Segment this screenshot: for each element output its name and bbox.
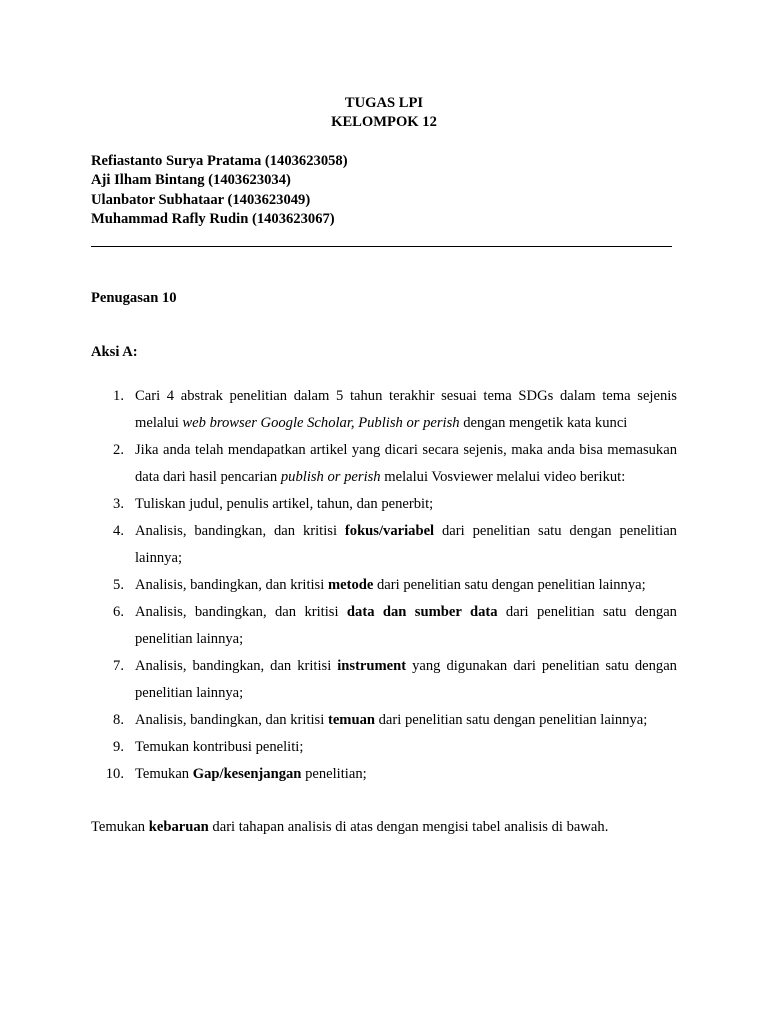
emphasis-bold: instrument: [337, 658, 407, 674]
text-run: Temukan kontribusi peneliti;: [135, 739, 304, 755]
list-item: [91, 383, 677, 437]
member-list: [91, 152, 348, 229]
list-item-text: [135, 496, 433, 512]
list-item: [91, 572, 677, 599]
text-run: Cari 4 abstrak penelitian dalam 5 tahun terakhir sesuai tema SDGs dalam tema sejenis melalui: [135, 388, 677, 431]
list-item-text: [135, 523, 677, 566]
emphasis-bold: metode: [327, 577, 374, 593]
member-name: Muhammad Rafly Rudin (1403623067): [91, 210, 335, 227]
emphasis-bold: data dan sumber data: [346, 604, 498, 620]
list-number: 10.: [105, 766, 124, 782]
list-number: 7.: [113, 658, 124, 674]
emphasis-italic: web browser Google Scholar, Publish or perish: [182, 415, 460, 431]
text-run: yang digunakan dari penelitian satu dengan penelitian lainnya;: [135, 658, 677, 701]
list-item-text: [135, 712, 647, 728]
emphasis-italic: publish or perish: [280, 469, 381, 485]
text-run: dari tahapan analisis di atas dengan mengisi tabel analisis di bawah.: [208, 819, 609, 835]
text-run: dari penelitian satu dengan penelitian lainnya;: [135, 604, 677, 647]
text-run: dari penelitian satu dengan penelitian lainnya;: [374, 712, 648, 728]
list-item: [91, 437, 677, 491]
list-item: [91, 707, 677, 734]
list-item: [91, 518, 677, 572]
text-run: Jika anda telah mendapatkan artikel yang dicari secara sejenis, maka anda bisa memasukan data dari hasil pencarian: [135, 442, 677, 485]
text-run: Tuliskan judul, penulis artikel, tahun, dan penerbit;: [135, 496, 434, 512]
list-item: [91, 491, 677, 518]
assignment-heading: Penugasan 10: [91, 290, 177, 306]
list-number: 6.: [113, 604, 124, 620]
list-item: [91, 599, 677, 653]
list-item-text: [135, 658, 677, 701]
list-number: 2.: [113, 442, 124, 458]
document-title: TUGAS LPI: [344, 95, 424, 111]
action-heading: Aksi A:: [91, 344, 138, 360]
list-item: [91, 761, 677, 788]
list-number: 8.: [113, 712, 124, 728]
list-number: 9.: [113, 739, 124, 755]
list-item-text: [135, 739, 303, 755]
list-number: 3.: [113, 496, 124, 512]
member-name: Aji Ilham Bintang (1403623034): [91, 172, 291, 189]
text-run: penelitian;: [301, 766, 367, 782]
list-item-text: [135, 442, 677, 485]
text-run: Analisis, bandingkan, dan kritisi: [135, 712, 328, 728]
list-item-text: [135, 577, 646, 593]
closing-paragraph: [91, 814, 677, 841]
emphasis-bold: Gap/kesenjangan: [192, 766, 302, 782]
task-list: [91, 383, 677, 788]
emphasis-bold: temuan: [327, 712, 375, 728]
text-run: dengan mengetik kata kunci: [459, 415, 628, 431]
list-number: 5.: [113, 577, 124, 593]
text-run: dari penelitian satu dengan penelitian lainnya;: [373, 577, 646, 593]
text-run: melalui Vosviewer melalui video berikut:: [380, 469, 626, 485]
list-item-text: [135, 604, 677, 647]
member-name: Refiastanto Surya Pratama (1403623058): [91, 153, 348, 169]
text-run: Analisis, bandingkan, dan kritisi: [135, 604, 347, 620]
emphasis-bold: fokus/variabel: [344, 523, 435, 539]
list-number: 1.: [113, 388, 124, 404]
text-run: Temukan: [135, 766, 193, 782]
text-run: Temukan: [91, 819, 149, 835]
text-run: Analisis, bandingkan, dan kritisi: [135, 658, 338, 674]
list-number: 4.: [113, 523, 124, 539]
list-item-text: [135, 388, 677, 431]
list-item: [91, 653, 677, 707]
group-label: KELOMPOK 12: [331, 114, 437, 130]
text-run: Analisis, bandingkan, dan kritisi: [135, 523, 345, 539]
list-item: [91, 734, 677, 761]
list-item-text: [135, 766, 367, 782]
text-run: Analisis, bandingkan, dan kritisi: [135, 577, 328, 593]
member-name: Ulanbator Subhataar (1403623049): [91, 191, 311, 208]
emphasis-bold: kebaruan: [148, 819, 209, 835]
text-run: dari penelitian satu dengan penelitian lainnya;: [135, 523, 677, 566]
divider-line: [91, 246, 672, 247]
